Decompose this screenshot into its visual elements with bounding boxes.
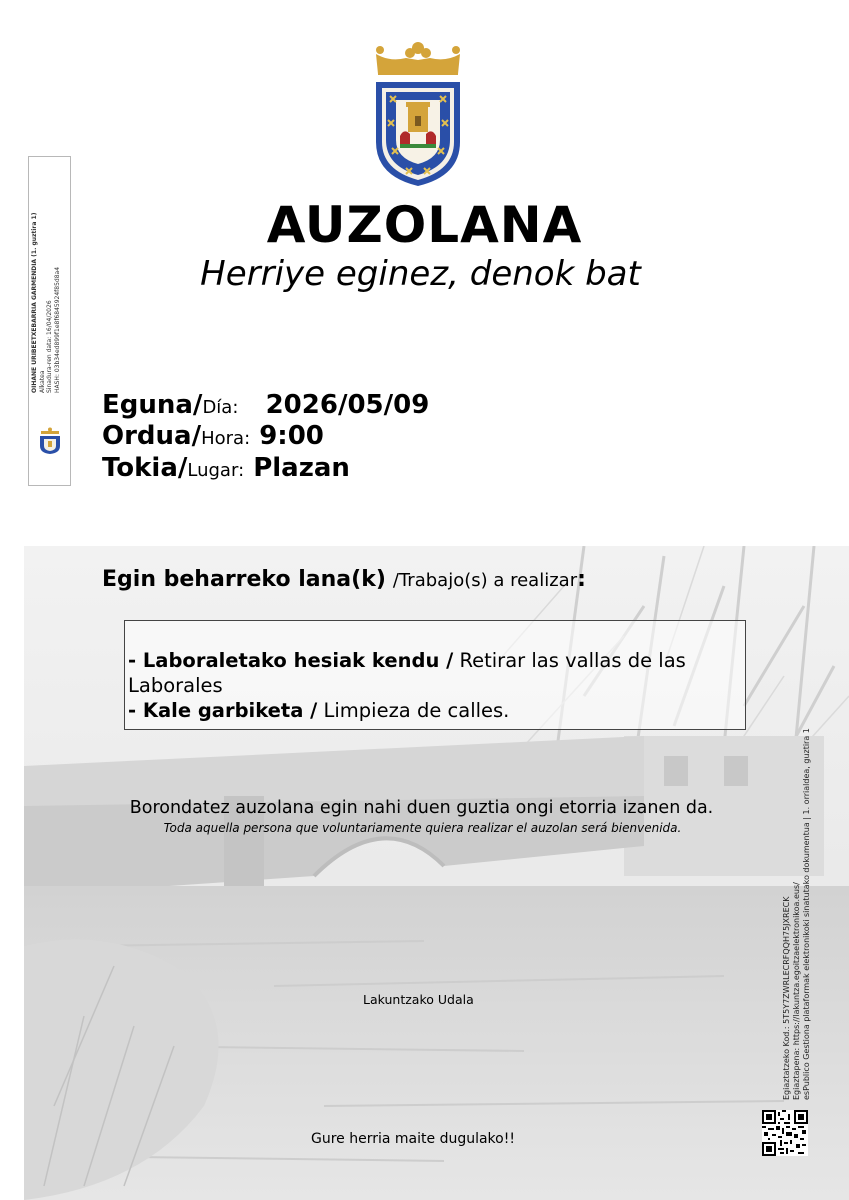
day-colon: :: [232, 397, 239, 418]
verification-text: [782, 728, 812, 1100]
work-heading-es: /Trabajo(s) a realizar: [392, 570, 578, 591]
work-item-1: [128, 648, 728, 698]
signature-text: [31, 93, 61, 393]
work-heading-colon: :: [577, 567, 586, 592]
signature-date: Sinadura-ren data: 16/04/2026: [46, 300, 53, 393]
verification-code: Egiaztatzeko Kod.: 5T5Y7ZWRLECRFQQH75JXRECK: [782, 896, 791, 1100]
document-title: AUZOLANA: [266, 196, 583, 254]
hour-colon: :: [244, 428, 251, 449]
footer-motto: Gure herria maite dugulako!!: [311, 1131, 515, 1147]
work-item-2: [128, 698, 728, 723]
day-line: [102, 390, 429, 420]
hour-label: Ordua/: [102, 421, 202, 451]
verification-url: Egiaztapena: https://lakuntza.egoitzaelektronikoa.eus/: [792, 882, 801, 1100]
welcome-text-eu: Borondatez auzolana egin nahi duen guztia ongi etorria izanen da.: [129, 798, 714, 818]
small-crest-icon: [38, 427, 62, 455]
signature-stamp: [28, 156, 71, 486]
qr-code[interactable]: [762, 1110, 808, 1156]
organization-name: Lakuntzako Udala: [363, 992, 474, 1007]
work-heading-eu: Egin beharreko lana(k): [102, 567, 386, 592]
day-value: 2026/05/09: [265, 390, 430, 420]
work-box: [124, 620, 746, 730]
document-subtitle: Herriye eginez, denok bat: [200, 254, 641, 294]
signature-hash: HASH: 03b34ed899f1e8f6845924f85d8a4: [53, 266, 61, 393]
welcome-text-es: Toda aquella persona que voluntariamente quiera realizar el auzolan será bienvenida.: [163, 821, 682, 835]
place-colon: :: [238, 460, 245, 481]
hour-value: 9:00: [259, 421, 324, 451]
municipal-coat-of-arms: [370, 40, 466, 190]
day-label-es: Día: [202, 397, 233, 418]
verification-note: esPublico Gestiona plataformak elektronikoki sinatutako dokumentua | 1. orrialdea, guztira 1: [802, 728, 811, 1100]
place-line: [102, 453, 350, 483]
signer-role: Alkatea: [38, 370, 46, 393]
day-label: Eguna/: [102, 390, 203, 420]
signer-name: OIHANE URIBEETXEBARRIA GARMENDIA (1. guztira 1): [31, 212, 38, 393]
work-item-1-es: Retirar las vallas de las Laborales: [128, 649, 686, 697]
work-item-2-eu: - Kale garbiketa /: [128, 699, 318, 722]
work-item-2-es: Limpieza de calles.: [317, 699, 510, 722]
place-label: Tokia/: [102, 453, 188, 483]
work-heading: [102, 567, 586, 592]
place-label-es: Lugar: [187, 460, 239, 481]
hour-label-es: Hora: [201, 428, 245, 449]
work-item-1-eu: - Laboraletako hesiak kendu /: [128, 649, 454, 672]
hour-line: [102, 421, 324, 451]
place-value: Plazan: [253, 453, 350, 483]
